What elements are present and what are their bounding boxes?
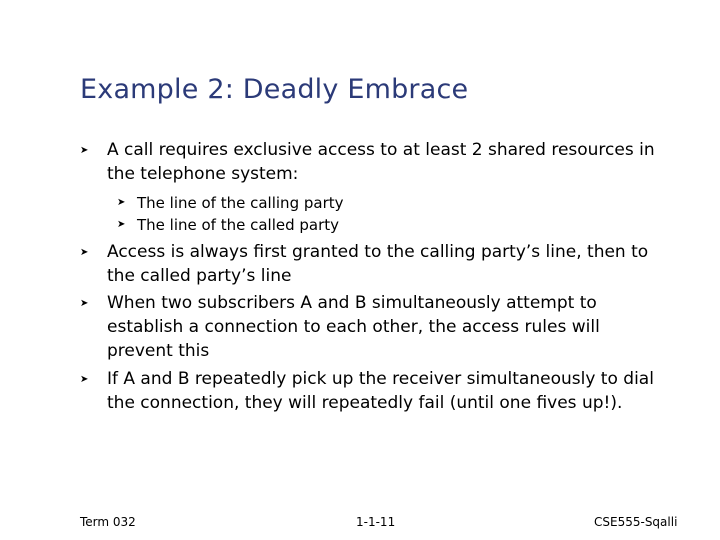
arrowhead-bullet-icon: ➤ xyxy=(117,197,126,208)
arrowhead-bullet-icon: ➤ xyxy=(80,374,89,385)
bullet-item xyxy=(80,367,680,415)
footer-term: Term 032 xyxy=(80,515,136,529)
bullet-item xyxy=(80,240,680,288)
bullet-item xyxy=(80,138,680,186)
arrowhead-bullet-icon: ➤ xyxy=(80,145,89,156)
bullet-line: If A and B repeatedly pick up the receiver simultaneously to dial xyxy=(107,369,654,389)
footer-course: CSE555-Sqalli xyxy=(594,515,678,529)
bullet-line: establish a connection to each other, the access rules will xyxy=(107,317,600,337)
arrowhead-bullet-icon: ➤ xyxy=(80,247,89,258)
bullet-line: the called party’s line xyxy=(107,266,292,286)
footer-slide-number: 1-1-11 xyxy=(356,515,396,529)
sub-bullet-item xyxy=(80,192,680,214)
arrowhead-bullet-icon: ➤ xyxy=(117,219,126,230)
bullet-line: prevent this xyxy=(107,341,210,361)
bullet-item xyxy=(80,291,680,363)
bullet-list xyxy=(80,138,680,415)
bullet-line: the connection, they will repeatedly fail (until one fives up!). xyxy=(107,393,623,413)
bullet-line: A call requires exclusive access to at least 2 shared resources in xyxy=(107,140,655,160)
sub-bullet-item xyxy=(80,214,680,236)
slide-title: Example 2: Deadly Embrace xyxy=(80,74,469,105)
arrowhead-bullet-icon: ➤ xyxy=(80,298,89,309)
bullet-line: the telephone system: xyxy=(107,164,299,184)
bullet-line: When two subscribers A and B simultaneously attempt to xyxy=(107,293,597,313)
bullet-line: Access is always first granted to the calling party’s line, then to xyxy=(107,242,649,262)
sub-bullet-line: The line of the calling party xyxy=(137,194,344,212)
sub-bullet-line: The line of the called party xyxy=(137,216,340,234)
